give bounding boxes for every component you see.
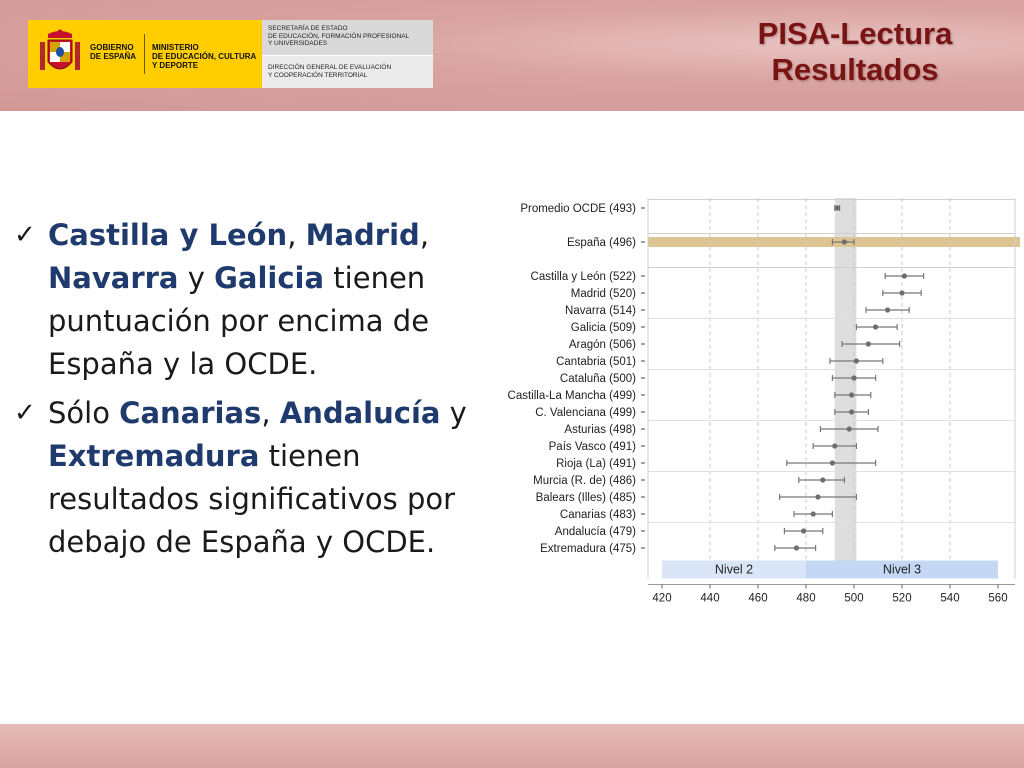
row-label: Extremadura (475) [540, 543, 636, 555]
logo-yellow-panel [28, 20, 262, 88]
row-label: Balears (Illes) (485) [535, 492, 636, 504]
row-label: País Vasco (491) [548, 441, 636, 453]
x-tick-label: 500 [844, 592, 864, 605]
data-point [794, 545, 799, 550]
x-tick-label: 420 [652, 592, 672, 605]
data-point [885, 307, 890, 312]
secretaria-text: SECRETARÍA DE ESTADO DE EDUCACIÓN, FORMACIÓN PROFESIONAL Y UNIVERSIDADES [268, 25, 410, 47]
ministry-logo [28, 20, 433, 88]
bullet-text: tienen resultados significativos por debajo de España y OCDE. [48, 439, 456, 559]
bullet-text: , [261, 396, 280, 430]
row-label: Murcia (R. de) (486) [533, 475, 636, 487]
row-label: Cataluña (500) [559, 373, 636, 385]
row-label: Canarias (483) [559, 509, 636, 521]
data-point [849, 392, 854, 397]
row-label: Navarra (514) [565, 305, 636, 317]
x-tick-label: 440 [700, 592, 720, 605]
bullet-item [14, 392, 484, 564]
data-point [801, 528, 806, 533]
checkmark-icon: ✓ [14, 398, 36, 428]
direccion-text: DIRECCIÓN GENERAL DE EVALUACIÓN Y COOPERACIÓN TERRITORIAL [268, 64, 392, 79]
bullet-text: y [178, 261, 215, 295]
data-point [830, 460, 835, 465]
data-point [811, 511, 816, 516]
level-label: Nivel 3 [882, 562, 922, 577]
row-label: C. Valenciana (499) [535, 407, 636, 419]
data-point [849, 409, 854, 414]
row-label: Castilla-La Mancha (499) [507, 390, 636, 402]
bullet-list [14, 214, 484, 570]
data-point [899, 290, 904, 295]
row-label: España (496) [566, 237, 636, 249]
data-point [820, 477, 825, 482]
x-tick-label: 540 [940, 592, 960, 605]
bullet-text: , [287, 218, 306, 252]
data-point [815, 494, 820, 499]
row-label: Andalucía (479) [554, 526, 636, 538]
row-label: Madrid (520) [570, 288, 636, 300]
logo-ministry-text: MINISTERIO DE EDUCACIÓN, CULTURA Y DEPORTE [152, 43, 257, 70]
highlight-text: Galicia [214, 261, 325, 295]
coat-of-arms-icon [38, 28, 82, 80]
data-point [902, 273, 907, 278]
data-point [854, 358, 859, 363]
data-point [873, 324, 878, 329]
row-label: Cantabria (501) [556, 356, 636, 368]
title-line-2: Resultados [771, 52, 939, 87]
checkmark-icon: ✓ [14, 220, 36, 250]
highlight-text: Madrid [305, 218, 420, 252]
bullet-text: tienen puntuación por encima de España y la OCDE. [48, 261, 430, 381]
row-label: Aragón (506) [568, 339, 636, 351]
title-line-1: PISA-Lectura [757, 16, 953, 51]
highlight-text: Canarias [119, 396, 262, 430]
data-point [832, 443, 837, 448]
bullet-text: y [440, 396, 467, 430]
highlight-text: Andalucía [279, 396, 441, 430]
x-tick-label: 560 [988, 592, 1008, 605]
row-label: Rioja (La) (491) [556, 458, 636, 470]
data-point [835, 205, 840, 210]
pisa-reading-chart [490, 190, 1020, 610]
secretaria-panel [262, 20, 433, 55]
data-point [866, 341, 871, 346]
slide-title [730, 16, 980, 88]
direccion-panel [262, 56, 433, 88]
data-point [847, 426, 852, 431]
row-label: Promedio OCDE (493) [520, 203, 636, 215]
logo-government-text: GOBIERNO DE ESPAÑA [90, 43, 137, 61]
bullet-text: , [419, 218, 430, 252]
logo-divider [144, 34, 145, 74]
highlight-text: Navarra [48, 261, 179, 295]
footer-band [0, 724, 1024, 768]
bullet-item [14, 214, 484, 386]
x-tick-label: 460 [748, 592, 768, 605]
data-point [842, 239, 847, 244]
x-tick-label: 480 [796, 592, 816, 605]
bullet-text: Sólo [48, 396, 120, 430]
row-label: Castilla y León (522) [530, 271, 636, 283]
level-label: Nivel 2 [714, 562, 754, 577]
highlight-text: Extremadura [48, 439, 260, 473]
row-label: Galicia (509) [570, 322, 636, 334]
highlight-text: Castilla y León [48, 218, 288, 252]
oecd-band [835, 198, 857, 579]
x-tick-label: 520 [892, 592, 912, 605]
row-label: Asturias (498) [564, 424, 636, 436]
data-point [851, 375, 856, 380]
